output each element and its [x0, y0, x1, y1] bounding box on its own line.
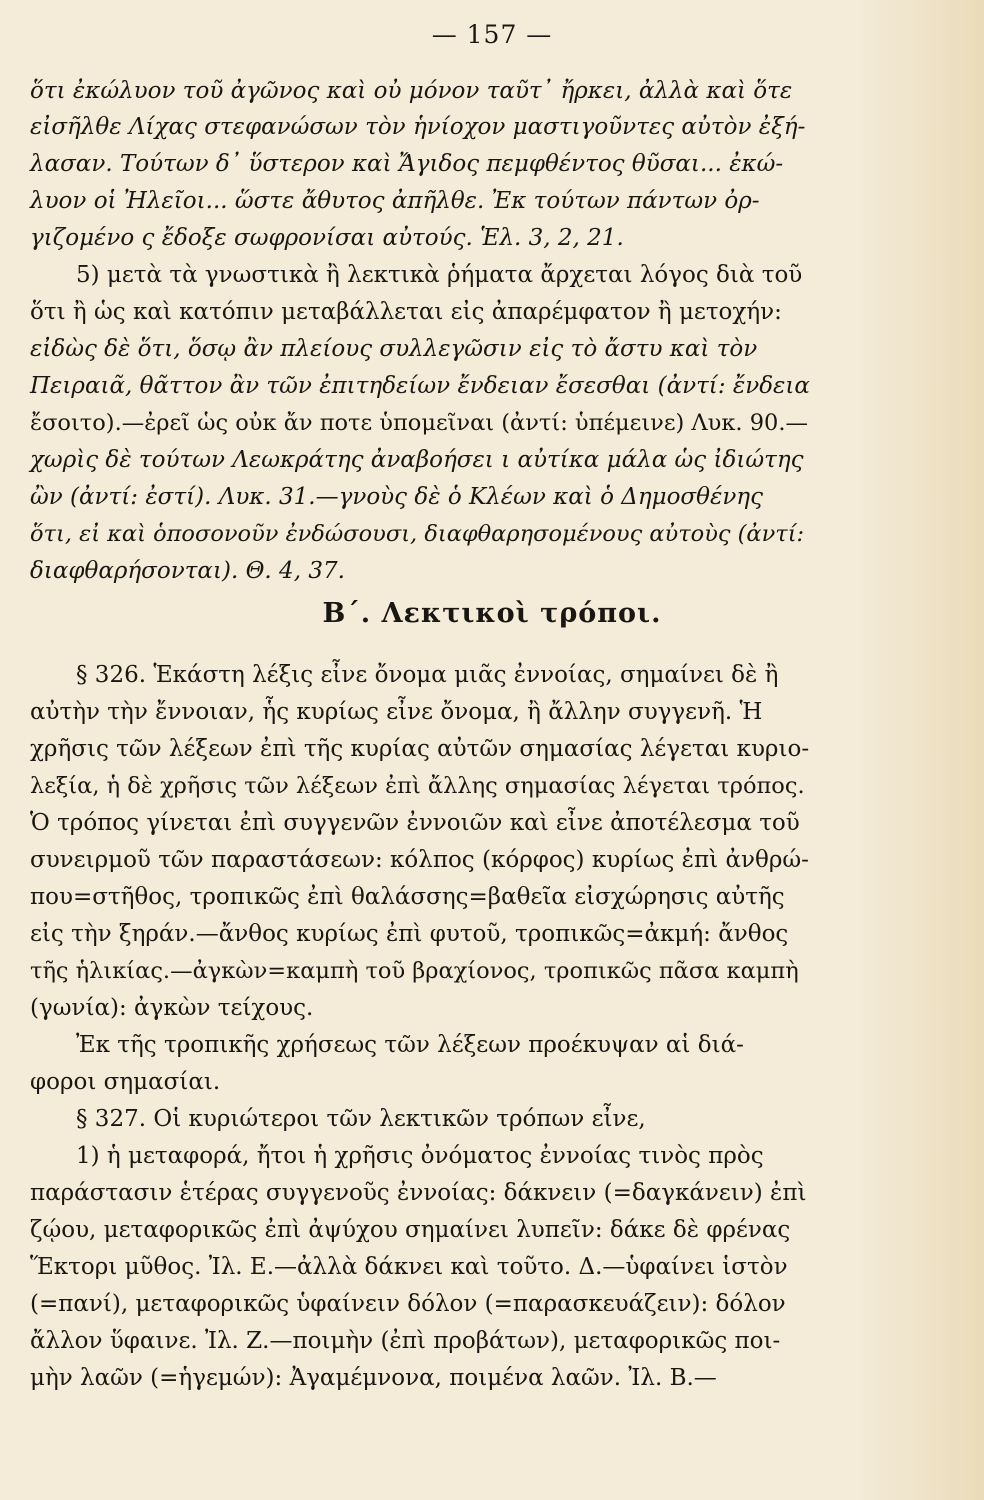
text-line: ὢν (ἀντί: ἐστί). Λυκ. 31.—γνοὺς δὲ ὁ Κλέων καὶ ὁ Δημοσθένης [30, 484, 763, 510]
text-line: Ἐκ τῆς τροπικῆς χρήσεως τῶν λέξεων προέκυψαν αἱ διά- [76, 1032, 744, 1058]
text-line: παράστασιν ἑτέρας συγγενοῦς ἐννοίας: δάκνειν (=δαγκάνειν) ἐπὶ [30, 1180, 807, 1206]
text-line: ὅτι ἢ ὡς καὶ κατόπιν μεταβάλλεται εἰς ἀπαρέμφατον ἢ μετοχήν: [30, 299, 782, 325]
text-line: φοροι σημασίαι. [30, 1069, 221, 1095]
text-line: γιζομένο ς ἔδοξε σωφρονίσαι αὐτούς. Ἑλ. 3, 2, 21. [30, 225, 624, 251]
text-line: ἄλλον ὕφαινε. Ἰλ. Ζ.—ποιμὴν (ἐπὶ προβάτων), μεταφορικῶς ποι- [30, 1328, 781, 1354]
text-line: Ἕκτορι μῦθος. Ἰλ. Ε.—ἀλλὰ δάκνει καὶ τοῦτο. Δ.—ὑφαίνει ἱστὸν [30, 1254, 788, 1280]
page-edge-shading [854, 0, 984, 1500]
text-line: § 327. Οἱ κυριώτεροι τῶν λεκτικῶν τρόπων εἶνε, [76, 1106, 646, 1132]
page-number-header: — 157 — [431, 20, 553, 49]
text-line: 5) μετὰ τὰ γνωστικὰ ἢ λεκτικὰ ῥήματα ἄρχεται λόγος διὰ τοῦ [76, 262, 803, 288]
text-line: ὅτι, εἰ καὶ ὁποσονοῦν ἐνδώσουσι, διαφθαρησομένους αὐτοὺς (ἀντί: [30, 521, 805, 547]
text-line: εἰσῆλθε Λίχας στεφανώσων τὸν ἡνίοχον μαστιγοῦντες αὐτὸν ἐξή- [30, 114, 806, 140]
text-line: διαφθαρήσονται). Θ. 4, 37. [30, 558, 345, 584]
text-line: χρῆσις τῶν λέξεων ἐπὶ τῆς κυρίας αὐτῶν σημασίας λέγεται κυριο- [30, 736, 810, 762]
text-line: λεξία, ἡ δὲ χρῆσις τῶν λέξεων ἐπὶ ἄλλης σημασίας λέγεται τρόπος. [30, 773, 805, 799]
section-heading: Β΄. Λεκτικοὶ τρόποι. [322, 598, 662, 629]
text-line: τῆς ἡλικίας.—ἀγκὼν=καμπὴ τοῦ βραχίονος, τροπικῶς πᾶσα καμπὴ [30, 958, 799, 984]
text-line: (=πανί), μεταφορικῶς ὑφαίνειν δόλον (=παρασκευάζειν): δόλον [30, 1291, 786, 1317]
text-line: ζῴου, μεταφορικῶς ἐπὶ ἀψύχου σημαίνει λυπεῖν: δάκε δὲ φρένας [30, 1217, 791, 1243]
text-line: § 326. Ἑκάστη λέξις εἶνε ὄνομα μιᾶς ἐννοίας, σημαίνει δὲ ἢ [76, 662, 779, 688]
text-line: Πειραιᾶ, θᾶττον ἂν τῶν ἐπιτηδείων ἔνδειαν ἔσεσθαι (ἀντί: ἔνδεια [30, 373, 810, 399]
text-line: συνειρμοῦ τῶν παραστάσεων: κόλπος (κόρφος) κυρίως ἐπὶ ἀνθρώ- [30, 847, 809, 873]
text-line: αὐτὴν τὴν ἔννοιαν, ἧς κυρίως εἶνε ὄνομα, ἢ ἄλλην συγγενῆ. Ἡ [30, 699, 763, 725]
text-line: μὴν λαῶν (=ἡγεμών): Ἀγαμέμνονα, ποιμένα λαῶν. Ἰλ. Β.— [30, 1365, 717, 1391]
text-line: ἔσοιτο).—ἐρεῖ ὡς οὐκ ἄν ποτε ὑπομεῖναι (ἀντί: ὑπέμεινε) Λυκ. 90.— [30, 410, 808, 436]
text-line: που=στῆθος, τροπικῶς ἐπὶ θαλάσσης=βαθεῖα εἰσχώρησις αὐτῆς [30, 884, 785, 910]
text-line: εἰδὼς δὲ ὅτι, ὅσῳ ἂν πλείους συλλεγῶσιν εἰς τὸ ἄστυ καὶ τὸν [30, 336, 758, 362]
text-line: (γωνία): ἀγκὼν τείχους. [30, 995, 314, 1021]
text-line: λυον οἱ Ἠλεῖοι... ὥστε ἄθυτος ἀπῆλθε. Ἐκ τούτων πάντων ὀρ- [30, 188, 760, 214]
text-line: ὅτι ἐκώλυον τοῦ ἀγῶνος καὶ οὐ μόνον ταῦτ᾽ ἤρκει, ἀλλὰ καὶ ὅτε [30, 78, 793, 104]
text-line: Ὁ τρόπος γίνεται ἐπὶ συγγενῶν ἐννοιῶν καὶ εἶνε ἀποτέλεσμα τοῦ [30, 810, 800, 836]
text-line: χωρὶς δὲ τούτων Λεωκράτης ἀναβοήσει ι αὐτίκα μάλα ὡς ἰδιώτης [30, 447, 804, 473]
text-line: εἰς τὴν ξηράν.—ἄνθος κυρίως ἐπὶ φυτοῦ, τροπικῶς=ἀκμή: ἄνθος [30, 921, 789, 947]
text-line: 1) ἡ μεταφορά, ἤτοι ἡ χρῆσις ὀνόματος ἐννοίας τινὸς πρὸς [76, 1143, 764, 1169]
text-line: λασαν. Τούτων δ᾽ ὕστερον καὶ Ἄγιδος πεμφθέντος θῦσαι... ἐκώ- [30, 151, 784, 177]
